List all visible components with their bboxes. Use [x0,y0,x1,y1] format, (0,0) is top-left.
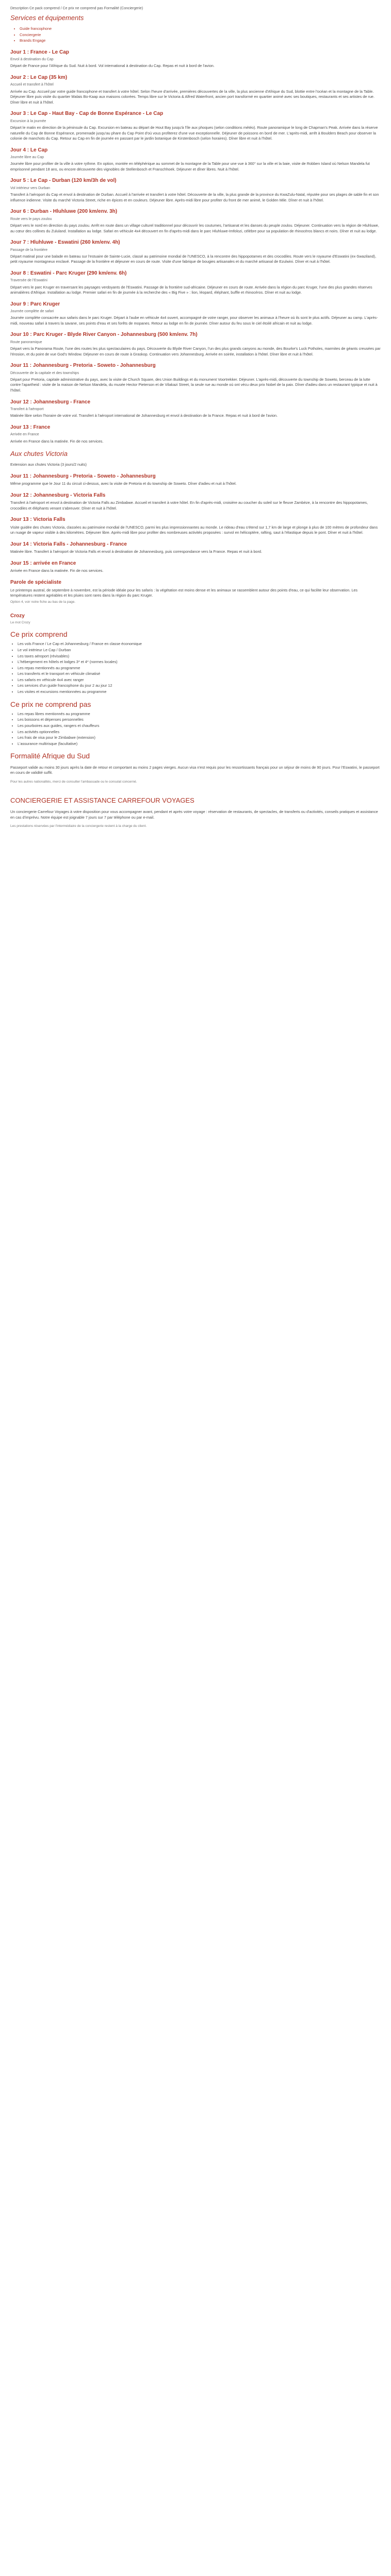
option-day [10,473,381,487]
day-title: Jour 5 : Le Cap - Durban (120 km/3h de vol) [10,178,117,184]
day-block [10,74,381,105]
day-title: Jour 9 : Parc Kruger [10,301,60,307]
day-block [10,49,381,69]
day-body: Arrivée en France dans la matinée. Fin de nos services. [10,438,104,444]
day-body: Départ vers la Panorama Route, l'une des routes les plus spectaculaires du pays. Découverte du Blyde River Canyon, l'un des plus grands canyons au monde, des Bourke's Luck Potholes, marmites de géants creusées par l'érosion, et du point de vue God's Window. Déjeuner en cours de route à Graskop. Continuation vers Johannesburg. Arrivée en soirée, installation à l'hôtel. Dîner libre et nuit à l'hôtel. [10,346,381,357]
day-body: Transfert à l'aéroport du Cap et envol à destination de Durban. Accueil à l'arrivée et transfert à votre hôtel. Découverte de la ville, la plus grande de la province du KwaZulu-Natal, réputée pour ses plages de sable fin et son influence indienne. Visite du marché Victoria Street, riche en épices et en couleurs. Déjeuner libre. Après-midi libre pour profiter du front de mer animé, le Golden Mile. Dîner et nuit à l'hôtel. [10,192,379,202]
include-item: • Les visites et excursions mentionnées au programme [18,689,381,695]
day-title: Jour 8 : Eswatini - Parc Kruger (290 km/env. 6h) [10,270,127,276]
day-block [10,177,381,203]
option-body: Matinée libre. Transfert à l'aéroport de Victoria Falls et envol à destination de Johannesburg, puis correspondance vers la France. Repas et nuit à bord. [10,549,262,554]
option-title: Jour 11 : Johannesburg - Pretoria - Soweto - Johannesburg [10,473,156,479]
option-day [10,560,381,574]
exclude-item: • Les pourboires aux guides, rangers et chauffeurs [18,723,381,729]
specialist-note: Option 4, voir notre fiche au bas de la page. [10,600,76,604]
day-title: Jour 11 : Johannesburg - Pretoria - Soweto - Johannesburg [10,363,156,369]
specialist-section [10,579,381,604]
day-body: Départ le matin en direction de la péninsule du Cap. Excursion en bateau au départ de Hout Bay jusqu'à l'île aux phoques (selon conditions météo). Route panoramique le long de Chapman's Peak. Arrivée dans la réserve naturelle du Cap de Bonne Espérance, promenade jusqu'au phare du Cap Point d'où vous profiterez d'une vue exceptionnelle. Déjeuner de poissons en bord de mer. L'après-midi, arrêt à Boulders Beach pour observer la colonie de manchots du Cap. Retour au Cap en fin de journée en passant par le jardin botanique de Kirstenbosch (selon horaires). Dîner libre et nuit à l'hôtel. [10,125,378,141]
exclude-item: • Les repas libres mentionnés au programme [18,711,381,717]
top-line: Description Ce pack comprend / Ce prix ne comprend pas Formalité (Conciergerie) [10,7,143,10]
formalities-title: Formalité Afrique du Sud [10,752,90,760]
include-item: • Le vol intérieur Le Cap / Durban [18,648,381,653]
option-body: Transfert à l'aéroport et envol à destination de Victoria Falls au Zimbabwe. Accueil et transfert à votre hôtel. En fin d'après-midi, croisière au coucher du soleil sur le fleuve Zambèze, à la rencontre des hippopotames, crocodiles et éléphants venant s'abreuver. Dîner et nuit à l'hôtel. [10,500,368,511]
day-block [10,208,381,234]
option-body: Visite guidée des chutes Victoria, classées au patrimoine mondial de l'UNESCO, parmi les plus impressionnantes au monde. Le rideau d'eau s'étend sur 1,7 km de large et plonge à plus de 100 mètres de profondeur dans un nuage de vapeur visible à des kilomètres. Déjeuner libre. Après-midi libre pour profiter des nombreuses activités proposées : survol en hélicoptère, rafting, saut à l'élastique depuis le pont. Dîner et nuit à l'hôtel. [10,524,378,535]
options-list [10,473,381,574]
formalities-note: Pour les autres nationalités, merci de consulter l'ambassade ou le consulat concerné. [10,780,137,784]
day-title: Jour 12 : Johannesburg - France [10,399,91,405]
exclude-item: • L'assurance multirisque (facultative) [18,741,381,747]
option-title: Jour 13 : Victoria Falls [10,517,66,523]
day-body: Arrivée au Cap. Accueil par votre guide francophone et transfert à votre hôtel. Selon l'heure d'arrivée, premières découvertes de la ville, la plus ancienne d'Afrique du Sud, blottie entre l'océan et la montagne de la Table. Déjeuner libre puis visite du quartier Malais Bo-Kaap aux maisons colorées. Temps libre sur le Victoria & Alfred Waterfront, ancien port transformé en quartier animé avec ses boutiques, restaurants et ses artistes de rue. Dîner libre et nuit à l'hôtel. [10,89,374,105]
option-title: Jour 12 : Johannesburg - Victoria Falls [10,492,106,498]
option-title: Jour 15 : arrivée en France [10,560,76,566]
option-title: Jour 14 : Victoria Falls - Johannesburg - France [10,541,127,547]
concierge-title: CONCIERGERIE ET ASSISTANCE CARREFOUR VOYAGES [10,796,194,804]
options-intro: Extension aux chutes Victoria (3 jours/2 nuits) [10,462,87,467]
day-title: Jour 3 : Le Cap - Haut Bay - Cap de Bonne Espérance - Le Cap [10,111,164,117]
day-title: Jour 1 : France - Le Cap [10,49,69,55]
day-meta: Vol intérieur vers Durban [10,186,51,190]
day-body: Journée libre pour profiter de la ville à votre rythme. En option, montée en téléphérique au sommet de la montagne de la Table pour une vue à 360° sur la ville et la baie, visite de Robben Island où Nelson Mandela fut emprisonné pendant 18 ans, ou encore découverte des vignobles de Stellenbosch et Franschhoek. Déjeuner et dîner libres. Nuit à l'hôtel. [10,161,370,172]
day-body: Départ pour Pretoria, capitale administrative du pays, avec la visite de Church Square, des Union Buildings et du monument Voortrekker. Déjeuner. L'après-midi, découverte du township de Soweto, berceau de la lutte contre l'apartheid : visite de la maison de Nelson Mandela, du musée Hector Pieterson et de Vilakazi Street, la seule rue au monde où ont vécu deux prix Nobel de la paix. Dîner d'adieu dans un restaurant typique et nuit à l'hôtel. [10,377,378,393]
section-title: Services et équipements [10,14,84,22]
day-body: Journée complète consacrée aux safaris dans le parc Kruger. Départ à l'aube en véhicule 4x4 ouvert, accompagné de votre ranger, pour observer les animaux à l'heure où ils sont le plus actifs. Déjeuner au camp. L'après-midi, nouveau safari à travers la savane, ses points d'eau et ses forêts de mopanes. Retour au lodge en fin de journée. Dîner autour du feu sous le ciel étoilé africain et nuit au lodge. [10,315,378,326]
excludes-list [10,711,381,747]
day-block [10,110,381,141]
day-block [10,399,381,419]
day-body: Départ vers le parc Kruger en traversant les paysages verdoyants de l'Eswatini. Passage de la frontière sud-africaine. Déjeuner en cours de route. Arrivée dans la région du parc Kruger, l'une des plus grandes réserves animalières d'Afrique. Installation au lodge. Premier safari en fin de journée à la recherche des « Big Five » : lion, léopard, éléphant, buffle et rhinocéros. Dîner et nuit au lodge. [10,284,372,295]
includes-list [10,641,381,694]
option-body: Arrivée en France dans la matinée. Fin de nos services. [10,568,104,573]
specialist-title: Parole de spécialiste [10,580,61,586]
specialist-body: Le printemps austral, de septembre à novembre, est la période idéale pour les safaris : la végétation est moins dense et les animaux se rassemblent autour des points d'eau, ce qui facilite leur observation. Les températures restent agréables et les pluies sont rares dans la région du parc Kruger. [10,587,358,598]
page [0,0,391,842]
day-meta: Arrivée en France [10,433,39,437]
options-section [10,449,381,574]
day-block [10,362,381,393]
exclude-item: • Les activités optionnelles [18,730,381,735]
include-item: • Les transferts et le transport en véhicule climatisé [18,671,381,677]
itinerary [10,49,381,444]
header-bullet: • Brands Engage [20,38,381,44]
includes-title: Ce prix comprend [10,630,68,639]
day-meta: Accueil et transfert à l'hôtel [10,83,54,87]
day-meta: Envol à destination du Cap [10,58,54,62]
day-block [10,424,381,444]
day-title: Jour 10 : Parc Kruger - Blyde River Canyon - Johannesburg (500 km/env. 7h) [10,332,198,338]
brand-sub: Le mot Crozy [10,620,30,624]
concierge-body: Un conciergerie Carrefour Voyages à votre disposition pour vous accompagner avant, pendant et après votre voyage : réservation de restaurants, de spectacles, de transferts ou d'activités, conseils pratiques et assistance en cas d'imprévu. Notre équipe est joignable 7 jours sur 7 par téléphone ou par e-mail. [10,809,378,820]
day-meta: Route vers le pays zoulou [10,217,52,221]
option-day [10,492,381,512]
include-item: • Les safaris en véhicule 4x4 avec ranger [18,677,381,683]
exclude-item: • Les boissons et dépenses personnelles [18,717,381,723]
day-meta: Route panoramique [10,340,42,344]
day-title: Jour 7 : Hluhluwe - Eswatini (260 km/env. 4h) [10,240,120,246]
day-title: Jour 2 : Le Cap (35 km) [10,74,68,80]
day-title: Jour 6 : Durban - Hluhluwe (200 km/env. 3h) [10,209,118,215]
day-meta: Passage de la frontière [10,248,47,252]
option-day [10,541,381,555]
include-item: • Les services d'un guide francophone du jour 2 au jour 12 [18,683,381,689]
option-day [10,516,381,536]
header-bullet: • Guide francophone [20,26,381,32]
header-bullet: • Conciergerie [20,32,381,38]
day-body: Départ matinal pour une balade en bateau sur l'estuaire de Sainte-Lucie, classé au patrimoine mondial de l'UNESCO, à la rencontre des hippopotames et des crocodiles. Route vers le royaume d'Eswatini (ex-Swaziland), petit royaume montagneux enclavé. Passage de la frontière et déjeuner en cours de route. Visite d'une fabrique de bougies artisanales et du marché artisanal de Ezulwini. Dîner et nuit à l'hôtel. [10,253,377,264]
option-body: Même programme que le Jour 11 du circuit ci-dessus, avec la visite de Pretoria et du township de Soweto. Dîner d'adieu et nuit à l'hôtel. [10,481,237,486]
exclude-item: • Les frais de visa pour le Zimbabwe (extension) [18,735,381,741]
include-item: • Les vols France / Le Cap et Johannesburg / France en classe économique [18,641,381,647]
day-meta: Journée libre au Cap [10,156,44,160]
excludes-title: Ce prix ne comprend pas [10,700,91,708]
day-meta: Excursion à la journée [10,119,46,123]
day-title: Jour 13 : France [10,424,51,430]
day-meta: Découverte de la capitale et des townships [10,371,79,375]
concierge-note: Les prestations réservées par l'intermédiaire de la conciergerie restent à la charge du client. [10,824,147,828]
include-item: • L'hébergement en hôtels et lodges 3* et 4* (normes locales) [18,659,381,665]
day-block [10,239,381,265]
formalities-body: Passeport valide au moins 30 jours après la date de retour et comportant au moins 2 pages vierges. Aucun visa n'est requis pour les ressortissants français pour un séjour de moins de 90 jours. Pour l'Eswatini, le passeport en cours de validité suffit. [10,765,380,775]
day-block [10,147,381,173]
include-item: • Les repas mentionnés au programme [18,666,381,671]
day-body: Départ vers le nord en direction du pays zoulou. Arrêt en route dans un village culturel traditionnel pour découvrir les coutumes, l'artisanat et les danses du peuple zoulou. Déjeuner. Continuation vers la région de Hluhluwe, au cœur des collines du Zululand. Installation au lodge. Safari en véhicule 4x4 découvert en fin d'après-midi dans le parc Hluhluwe-Imfolozi, célèbre pour sa population de rhinocéros blancs et noirs. Dîner et nuit au lodge. [10,223,379,233]
day-body: Matinée libre selon l'horaire de votre vol. Transfert à l'aéroport international de Johannesburg et envol à destination de la France. Repas et nuit à bord de l'avion. [10,413,278,418]
day-block [10,270,381,296]
day-block [10,331,381,357]
brand-name: Crozy [10,613,25,619]
day-meta: Transfert à l'aéroport [10,408,44,412]
header-bullets [10,26,381,44]
include-item: • Les taxes aéroport (révisables) [18,654,381,659]
day-title: Jour 4 : Le Cap [10,147,48,153]
day-meta: Traversée de l'Eswatini [10,279,47,283]
day-block [10,301,381,327]
day-body: Départ de France pour l'Afrique du Sud. Nuit à bord. Vol international à destination du Cap. Repas et nuit à bord de l'avion. [10,63,215,69]
options-title: Aux chutes Victoria [10,450,68,458]
day-meta: Journée complète de safari [10,310,54,314]
